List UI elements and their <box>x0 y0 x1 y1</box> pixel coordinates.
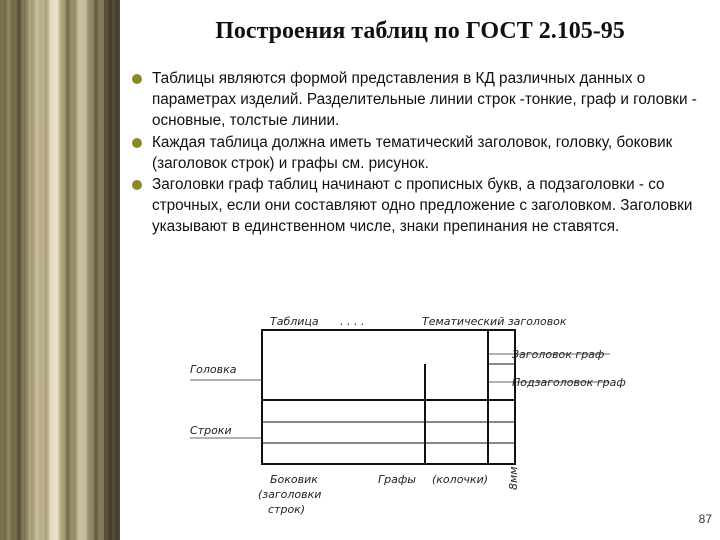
sidebar-shadow <box>104 0 120 540</box>
bullet-icon <box>132 180 142 190</box>
label-columns-sub: (колочки) <box>432 473 489 486</box>
label-dots: . . . . <box>340 315 365 328</box>
bullet-text: Таблицы являются формой представления в КД различных данных о параметрах изделий. Разделительные линии строк -тонкие, граф и головки - основные, толстые линии. <box>152 70 697 130</box>
bullet-text: Заголовки граф таблиц начинают с прописных букв, а подзаголовки - со строчных, если они составляют одно предложение с заголовком. Заголовки указывают в единственном числе, знаки препинания не ставятся. <box>152 176 693 236</box>
slide-title: Построения таблиц по ГОСТ 2.105-95 <box>215 18 625 44</box>
bullet-list <box>130 68 700 238</box>
bullet-text: Каждая таблица должна иметь тематический заголовок, головку, боковик (заголовок строк) и графы см. рисунок. <box>152 133 673 172</box>
table-outline <box>262 330 515 464</box>
label-stub-sub2: строк) <box>268 503 306 516</box>
label-columns: Графы <box>378 473 416 486</box>
page-number: 87 <box>698 512 712 526</box>
label-head: Головка <box>190 363 237 376</box>
label-column-headers: Заголовок граф <box>512 348 605 361</box>
label-stub: Боковик <box>270 473 318 486</box>
label-rows: Строки <box>190 424 232 437</box>
bullet-item <box>130 174 700 238</box>
label-table: Таблица <box>270 315 319 328</box>
bullet-item <box>130 132 700 174</box>
slide <box>120 0 720 540</box>
label-column-subheaders: Подзаголовок граф <box>512 376 626 389</box>
table-frame <box>262 330 515 464</box>
pointer-lines <box>190 354 610 438</box>
bullet-item <box>130 68 700 132</box>
bullet-icon <box>132 74 142 84</box>
decorative-sidebar <box>0 0 120 540</box>
table-structure-diagram <box>120 300 720 530</box>
label-side-dimension: 8мм <box>507 466 520 490</box>
label-stub-sub1: (заголовки <box>258 488 322 501</box>
bullet-icon <box>132 138 142 148</box>
label-theme-header: Тематический заголовок <box>422 315 567 328</box>
